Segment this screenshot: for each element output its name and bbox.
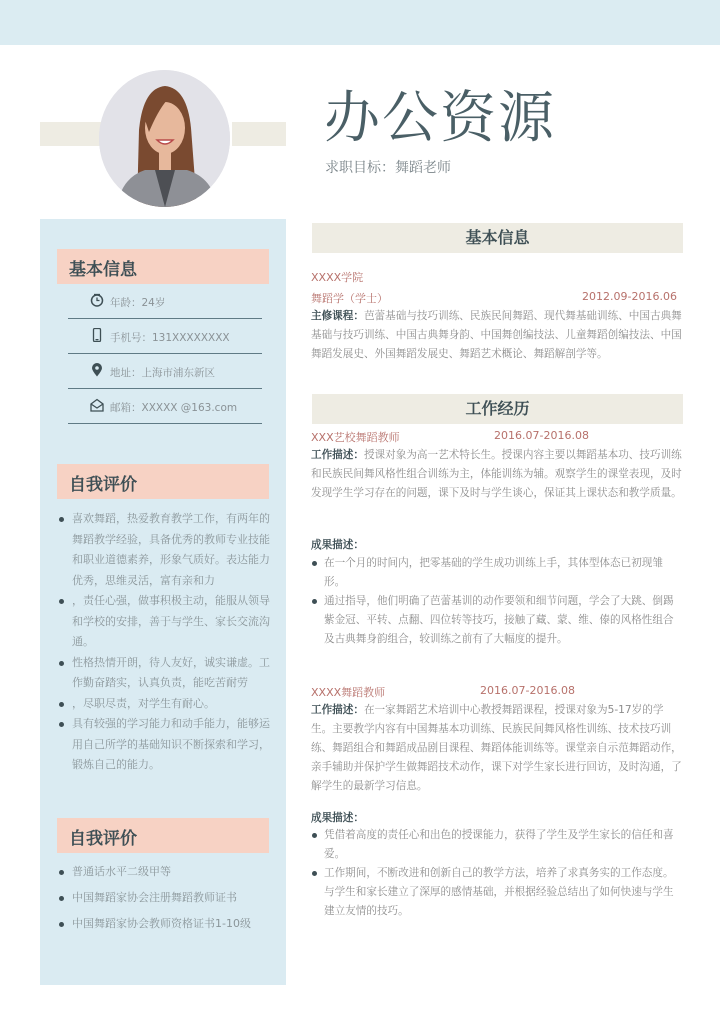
list-item: 在一个月的时间内，把零基础的学生成功训练上手，其体型体态已初现雏形。 bbox=[311, 554, 684, 592]
phone-text: 手机号：131XXXXXXXX bbox=[110, 332, 230, 344]
mail-icon bbox=[90, 398, 104, 412]
list-item: ，尽职尽责，对学生有耐心。 bbox=[59, 694, 271, 715]
job-position: XXXX舞蹈教师 bbox=[311, 686, 386, 699]
contact-age bbox=[68, 285, 262, 319]
top-banner bbox=[0, 0, 720, 45]
self-eval-list bbox=[59, 509, 271, 776]
section-heading-basic-info bbox=[57, 249, 269, 284]
clock-icon bbox=[90, 293, 104, 307]
section-heading-education bbox=[312, 223, 683, 253]
contact-address bbox=[68, 355, 262, 389]
desc-text: 授课对象为高一艺术特长生。授课内容主要以舞蹈基本功、技巧训练和民族民间舞风格性组合训练为主，体能训练为辅。观察学生的课堂表现，及时发现学生学习存在的问题，课下及时与学生谈心，保证其上课状态和教学质量。 bbox=[311, 449, 682, 499]
desc-label: 工作描述： bbox=[311, 704, 364, 716]
results-label: 成果描述： bbox=[311, 812, 364, 824]
school-name: XXXX学院 bbox=[311, 271, 364, 284]
desc-label: 工作描述： bbox=[311, 449, 364, 461]
results-list bbox=[311, 554, 684, 649]
list-item: 喜欢舞蹈，热爱教育教学工作，有两年的舞蹈教学经验，具备优秀的教师专业技能和职业道德素养，形象气质好。表达能力优秀，思维灵活，富有亲和力 bbox=[59, 509, 271, 591]
education-period: 2012.09-2016.06 bbox=[582, 290, 677, 303]
decorative-bar-right bbox=[232, 122, 286, 146]
email-text: 邮箱：XXXXX @163.com bbox=[110, 402, 238, 414]
list-item: 工作期间，不断改进和创新自己的教学方法，培养了求真务实的工作态度。与学生和家长建立了深厚的感情基础，并根据经验总结出了如何快速与学生建立友情的技巧。 bbox=[311, 864, 684, 921]
job-description bbox=[311, 446, 684, 503]
courses-paragraph bbox=[311, 307, 684, 364]
list-item: 普通话水平二级甲等 bbox=[59, 859, 271, 885]
job-period: 2016.07-2016.08 bbox=[494, 429, 589, 442]
major: 舞蹈学（学士） bbox=[311, 292, 388, 305]
section-heading-certificates bbox=[57, 818, 269, 853]
contact-phone bbox=[68, 320, 262, 354]
age-text: 年龄：24岁 bbox=[110, 297, 166, 309]
certificates-list bbox=[59, 859, 271, 937]
profile-photo bbox=[99, 70, 230, 207]
phone-icon bbox=[90, 328, 104, 342]
section-heading-work bbox=[312, 394, 683, 424]
left-sidebar bbox=[40, 219, 286, 985]
applicant-name: 办公资源 bbox=[324, 86, 556, 151]
contact-email bbox=[68, 390, 262, 424]
results-list bbox=[311, 826, 684, 921]
section-title: 基本信息 bbox=[465, 228, 530, 247]
job-description bbox=[311, 701, 684, 796]
section-heading-self-eval bbox=[57, 464, 269, 499]
courses-text: 芭蕾基础与技巧训练、民族民间舞蹈、现代舞基础训练、中国古典舞基础与技巧训练、中国古典舞身韵、中国舞创编技法、儿童舞蹈创编技法、中国舞蹈发展史、外国舞蹈发展史、舞蹈艺术概论、舞蹈解剖学等。 bbox=[311, 310, 682, 360]
job-position: XXX艺校舞蹈教师 bbox=[311, 431, 400, 444]
decorative-bar-left bbox=[40, 122, 102, 146]
list-item: 通过指导，他们明确了芭蕾基训的动作要领和细节问题，学会了大跳、倒踢紫金冠、平转、点翻、四位转等技巧，接触了藏、蒙、维、傣的风格性组合及古典舞身韵组合，较训练之前有了大幅度的提升。 bbox=[311, 592, 684, 649]
list-item: ，责任心强，做事积极主动，能服从领导和学校的安排，善于与学生、家长交流沟通。 bbox=[59, 591, 271, 653]
address-text: 地址：上海市浦东新区 bbox=[110, 367, 215, 379]
list-item: 凭借着高度的责任心和出色的授课能力，获得了学生及学生家长的信任和喜爱。 bbox=[311, 826, 684, 864]
list-item: 中国舞蹈家协会注册舞蹈教师证书 bbox=[59, 885, 271, 911]
location-pin-icon bbox=[90, 363, 104, 377]
section-title: 基本信息 bbox=[69, 260, 137, 280]
job-objective: 求职目标：舞蹈老师 bbox=[325, 160, 451, 176]
courses-label: 主修课程： bbox=[311, 310, 364, 322]
job-period: 2016.07-2016.08 bbox=[480, 684, 575, 697]
list-item: 性格热情开朗，待人友好，诚实谦虚。工作勤奋踏实，认真负责，能吃苦耐劳 bbox=[59, 653, 271, 694]
section-title: 自我评价 bbox=[69, 475, 137, 495]
results-label: 成果描述： bbox=[311, 539, 364, 551]
desc-text: 在一家舞蹈艺术培训中心教授舞蹈课程，授课对象为5-17岁的学生。主要教学内容有中国舞基本功训练、民族民间舞风格性训练、技术技巧训练、舞蹈组合和舞蹈成品剧目课程、舞蹈体能训练等。课堂亲自示范舞蹈动作，亲手辅助并保护学生做舞蹈技术动作，课下对学生家长进行回访，及时沟通，了解学生的最新学习信息。 bbox=[311, 704, 682, 792]
list-item: 具有较强的学习能力和动手能力，能够运用自己所学的基础知识不断探索和学习，锻炼自己的能力。 bbox=[59, 714, 271, 776]
list-item: 中国舞蹈家协会教师资格证书1-10级 bbox=[59, 911, 271, 937]
section-title: 工作经历 bbox=[465, 399, 530, 418]
portrait-illustration-icon bbox=[99, 70, 230, 207]
section-title: 自我评价 bbox=[69, 829, 137, 849]
